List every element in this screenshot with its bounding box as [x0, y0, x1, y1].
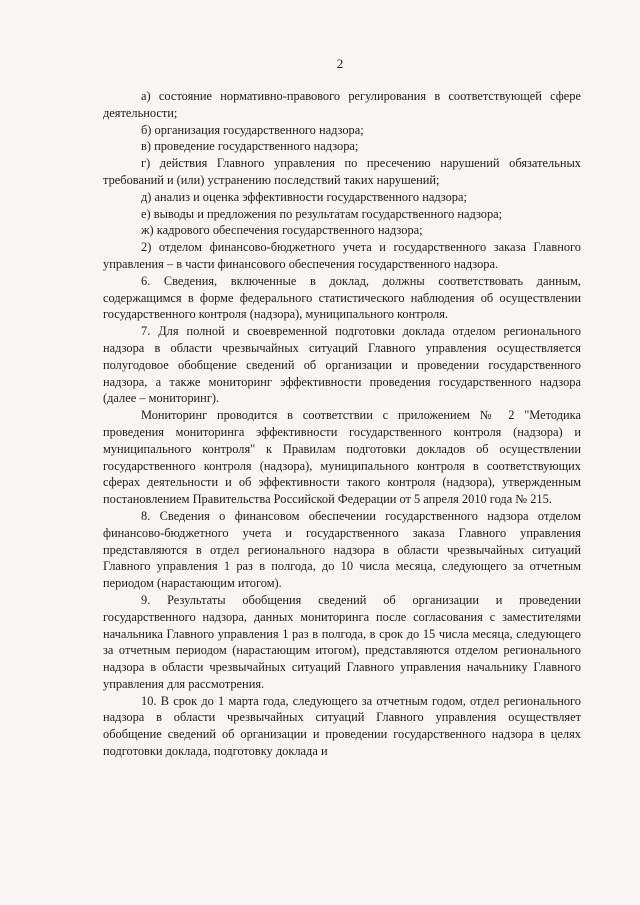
paragraph-section-9: 9. Результаты обобщения сведений об организации и проведении государственного надзора, данных мониторинга после согласования с заместителями начальника Главного управления 1 раз в полгода, в срок до 15 числа месяца, следующего за отчетным периодом (нарастающим итогом), представляются отделом регионального надзора в области чрезвычайных ситуаций Главного управления начальнику Главного управления для рассмотрения.	[103, 592, 581, 691]
paragraph-item-a: а) состояние нормативно-правового регулирования в соответствующей сфере деятельности;	[103, 89, 581, 120]
document-body	[103, 88, 581, 760]
paragraph-item-v: в) проведение государственного надзора;	[141, 139, 359, 154]
paragraph-subitem-2: 2) отделом финансово-бюджетного учета и государственного заказа Главного управления – в части финансового обеспечения государственного надзора.	[103, 240, 581, 271]
paragraph-item-d: д) анализ и оценка эффективности государственного надзора;	[141, 189, 467, 204]
paragraph-item-e: е) выводы и предложения по результатам государственного надзора;	[141, 206, 503, 221]
page-number: 2	[336, 56, 344, 71]
paragraph-section-6: 6. Сведения, включенные в доклад, должны соответствовать данным, содержащимся в форме федерального статистического наблюдения об осуществлении государственного контроля (надзора), муниципального контроля.	[103, 273, 581, 322]
paragraph-item-g: г) действия Главного управления по пресечению нарушений обязательных требований и (или) устранению последствий таких нарушений;	[103, 156, 581, 187]
paragraph-item-zh: ж) кадрового обеспечения государственного надзора;	[141, 223, 423, 238]
paragraph-monitoring: Мониторинг проводится в соответствии с приложением № 2 "Методика проведения мониторинга эффективности государственного контроля (надзора) и муниципального контроля" к Правилам подготовки докладов об осуществлении государственного контроля (надзора), муниципального контроля в соответствующих сферах деятельности и об эффективности такого контроля (надзора), утвержденным постановлением Правительства Российской Федерации от 5 апреля 2010 года № 215.	[103, 408, 581, 507]
paragraph-section-8: 8. Сведения о финансовом обеспечении государственного надзора отделом финансово-бюджетного учета и государственного заказа Главного управления представляются в отдел регионального надзора в области чрезвычайных ситуаций Главного управления 1 раз в полгода, до 10 числа месяца, следующего за отчетным периодом (нарастающим итогом).	[103, 508, 581, 591]
paragraph-item-b: б) организация государственного надзора;	[141, 122, 364, 137]
paragraph-section-7: 7. Для полной и своевременной подготовки доклада отделом регионального надзора в области чрезвычайных ситуаций Главного управления осуществляется полугодовое обобщение сведений об организации и проведении государственного надзора, а также мониторинг эффективности проведения государственного надзора (далее – мониторинг).	[103, 324, 581, 406]
paragraph-section-10: 10. В срок до 1 марта года, следующего за отчетным годом, отдел регионального надзора в области чрезвычайных ситуаций Главного управления осуществляет обобщение сведений об организации и проведении государственного надзора в целях подготовки доклада, подготовку доклада и	[103, 693, 581, 759]
